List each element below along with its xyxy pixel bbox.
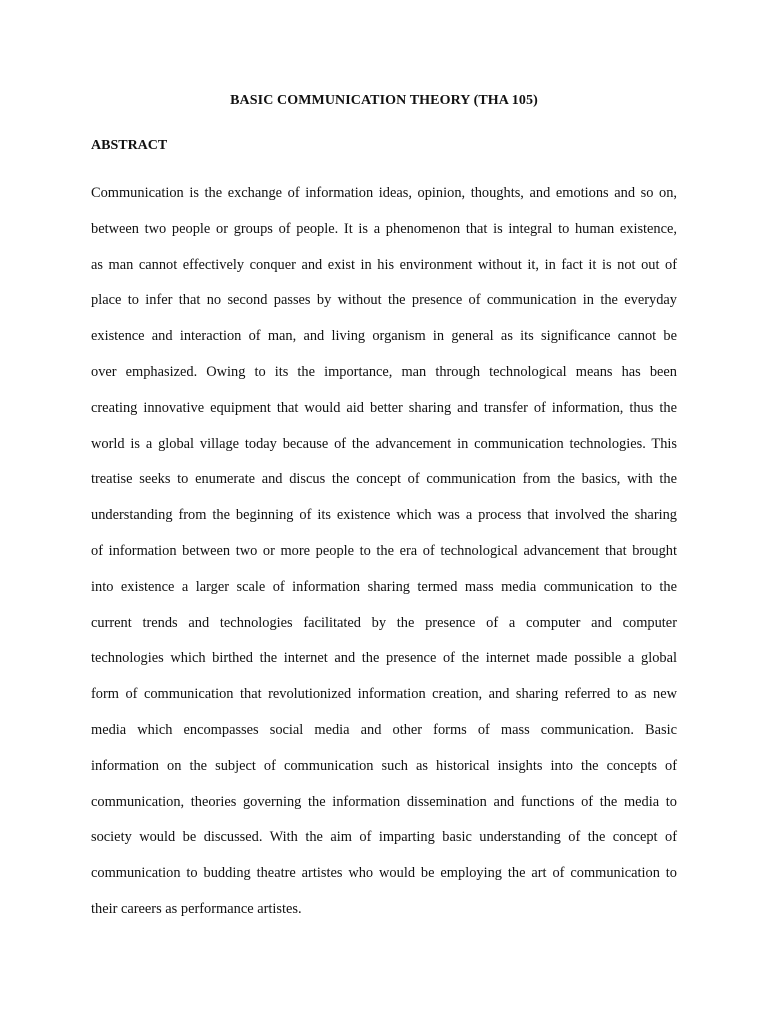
abstract-line: media which encompasses social media and other forms of mass communication. Basic bbox=[91, 721, 677, 738]
abstract-line: understanding from the beginning of its existence which was a process that involved the sharing bbox=[91, 507, 677, 524]
abstract-line: world is a global village today because of the advancement in communication technologies. This bbox=[91, 435, 677, 452]
abstract-line: form of communication that revolutionized information creation, and sharing referred to as new bbox=[91, 686, 677, 703]
abstract-line: Communication is the exchange of information ideas, opinion, thoughts, and emotions and so on, bbox=[91, 185, 677, 201]
abstract-line: society would be discussed. With the aim of imparting basic understanding of the concept of bbox=[91, 829, 677, 846]
abstract-line: information on the subject of communication such as historical insights into the concepts of bbox=[91, 757, 677, 774]
abstract-line: communication to budding theatre artistes who would be employing the art of communication to bbox=[91, 865, 677, 882]
abstract-line: as man cannot effectively conquer and exist in his environment without it, in fact it is not out of bbox=[91, 256, 677, 273]
abstract-line: over emphasized. Owing to its the importance, man through technological means has been bbox=[91, 363, 677, 380]
abstract-line: current trends and technologies facilitated by the presence of a computer and computer bbox=[91, 614, 677, 631]
abstract-heading: ABSTRACT bbox=[91, 138, 168, 153]
document-title: BASIC COMMUNICATION THEORY (THA 105) bbox=[230, 93, 538, 108]
abstract-line: their careers as performance artistes. bbox=[91, 900, 302, 917]
abstract-line: place to infer that no second passes by without the presence of communication in the everyday bbox=[91, 292, 677, 309]
abstract-line: existence and interaction of man, and living organism in general as its significance cannot be bbox=[91, 328, 677, 345]
abstract-body bbox=[91, 176, 677, 928]
abstract-line: creating innovative equipment that would aid better sharing and transfer of information, thus the bbox=[91, 399, 677, 416]
abstract-line: treatise seeks to enumerate and discus the concept of communication from the basics, with the bbox=[91, 471, 677, 488]
abstract-line: of information between two or more people to the era of technological advancement that brought bbox=[91, 542, 677, 559]
abstract-line: into existence a larger scale of information sharing termed mass media communication to the bbox=[91, 578, 677, 595]
abstract-line: between two people or groups of people. It is a phenomenon that is integral to human existence, bbox=[91, 220, 677, 237]
abstract-line: technologies which birthed the internet and the presence of the internet made possible a global bbox=[91, 650, 677, 667]
abstract-line: communication, theories governing the information dissemination and functions of the media to bbox=[91, 793, 677, 810]
